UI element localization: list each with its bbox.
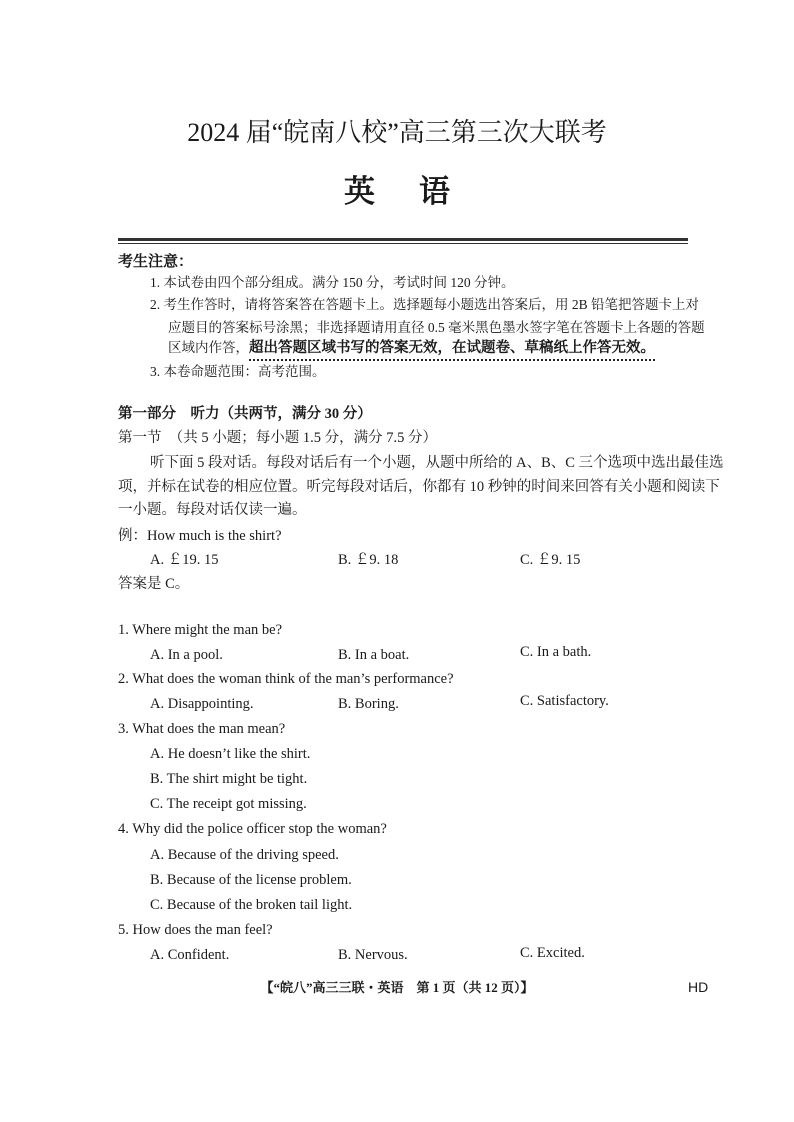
question-4-option-c: C. Because of the broken tail light. xyxy=(150,897,353,913)
notice-item-2-line-1: 2. 考生作答时，请将答案答在答题卡上。选择题每小题选出答案后，用 2B 铅笔把答题卡上对 xyxy=(150,297,700,312)
example-option-c: C. ￡9. 15 xyxy=(520,552,581,568)
notice-item-2-line-3-prefix: 区域内作答， xyxy=(168,340,249,355)
question-1-option-b: B. In a boat. xyxy=(338,647,410,663)
question-1-option-c: C. In a bath. xyxy=(520,644,592,660)
question-5-option-a: A. Confident. xyxy=(150,947,230,963)
example-option-b: B. ￡9. 18 xyxy=(338,552,399,568)
question-3-option-b: B. The shirt might be tight. xyxy=(150,771,308,787)
paper-code: HD xyxy=(688,979,709,995)
notice-item-3: 3. 本卷命题范围：高考范围。 xyxy=(150,364,326,379)
question-5-option-c: C. Excited. xyxy=(520,945,585,961)
question-2-option-b: B. Boring. xyxy=(338,696,399,712)
notice-emphasis: 超出答题区域书写的答案无效，在试题卷、草稿纸上作答无效。 xyxy=(249,340,655,361)
question-1: 1. Where might the man be? xyxy=(118,622,283,638)
question-1-option-a: A. In a pool. xyxy=(150,647,223,663)
notice-item-2-line-2: 应题目的答案标号涂黑；非选择题请用直径 0.5 毫米黑色墨水签字笔在答题卡上各题的答题 xyxy=(168,320,705,335)
exam-subject: 英语 xyxy=(344,174,494,209)
section1-heading: 第一节 （共 5 小题；每小题 1.5 分，满分 7.5 分） xyxy=(118,430,437,446)
question-3-option-c: C. The receipt got missing. xyxy=(150,796,307,812)
example-option-a: A. ￡19. 15 xyxy=(150,552,219,568)
question-4: 4. Why did the police officer stop the woman? xyxy=(118,821,387,837)
instructions-line-1: 听下面 5 段对话。每段对话后有一个小题，从题中所给的 A、B、C 三个选项中选出最佳选 xyxy=(150,455,724,471)
example-question: 例：How much is the shirt? xyxy=(118,528,282,544)
question-3-option-a: A. He doesn’t like the shirt. xyxy=(150,746,311,762)
notice-item-2-line-3 xyxy=(168,336,655,357)
instructions-line-3: 一小题。每段对话仅读一遍。 xyxy=(118,502,307,518)
part1-heading: 第一部分 听力（共两节，满分 30 分） xyxy=(118,406,372,422)
question-4-option-b: B. Because of the license problem. xyxy=(150,872,352,888)
question-2: 2. What does the woman think of the man’s performance? xyxy=(118,671,454,687)
notice-heading: 考生注意： xyxy=(118,254,194,270)
question-5-option-b: B. Nervous. xyxy=(338,947,408,963)
page-footer: 【“皖八”高三三联・英语 第 1 页（共 12 页）】 xyxy=(260,980,534,995)
header-divider-thin xyxy=(118,243,688,244)
header-divider-thick xyxy=(118,238,688,241)
notice-item-1: 1. 本试卷由四个部分组成。满分 150 分，考试时间 120 分钟。 xyxy=(150,275,515,290)
instructions-line-2: 项，并标在试卷的相应位置。听完每段对话后，你都有 10 秒钟的时间来回答有关小题和阅读下 xyxy=(118,479,720,495)
question-2-option-c: C. Satisfactory. xyxy=(520,693,609,709)
example-answer: 答案是 C。 xyxy=(118,576,190,592)
question-5: 5. How does the man feel? xyxy=(118,922,273,938)
question-4-option-a: A. Because of the driving speed. xyxy=(150,847,339,863)
exam-title: 2024 届“皖南八校”高三第三次大联考 xyxy=(187,118,607,147)
question-3: 3. What does the man mean? xyxy=(118,721,286,737)
question-2-option-a: A. Disappointing. xyxy=(150,696,254,712)
